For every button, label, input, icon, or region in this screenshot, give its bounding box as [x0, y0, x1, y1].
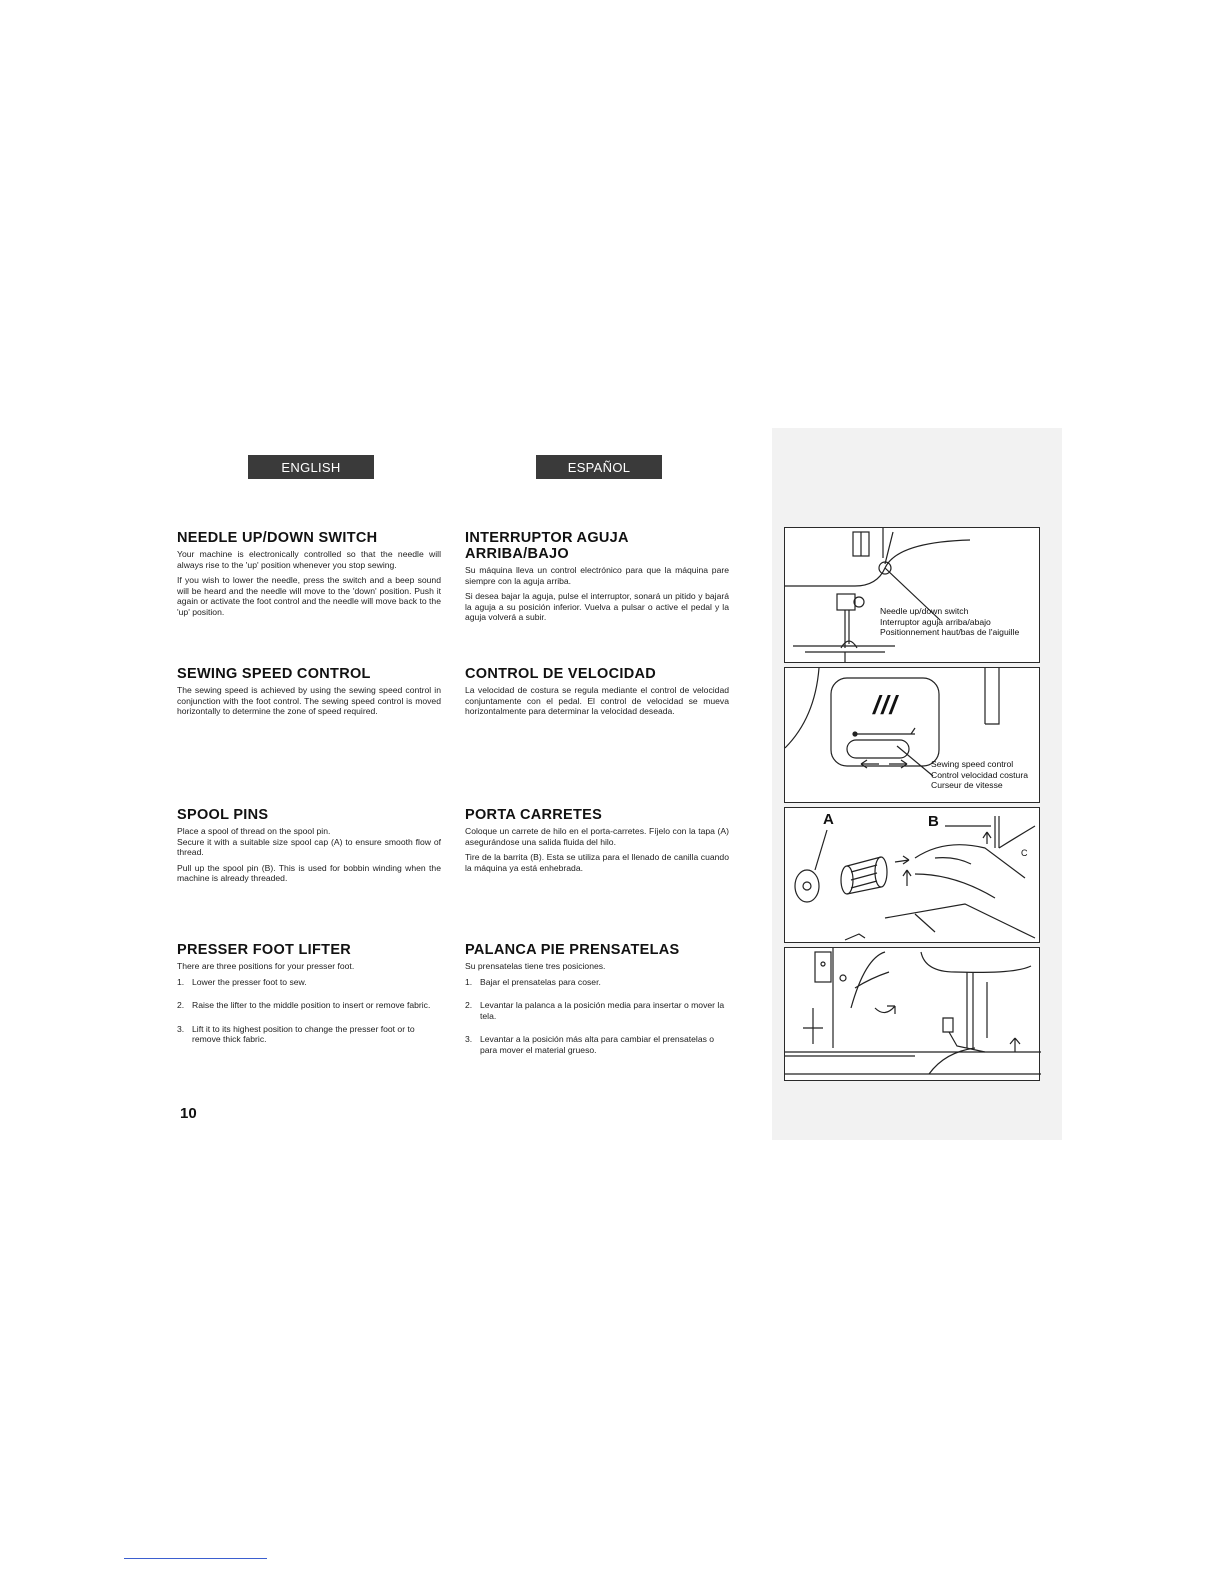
section-title: CONTROL DE VELOCIDAD: [465, 666, 657, 682]
section-presser-foot-en: [177, 942, 441, 1058]
section-presser-foot-es: [465, 942, 729, 1069]
section-needle-switch-es: [465, 530, 729, 628]
spool-label-a: A: [823, 811, 834, 828]
section-speed-control-en: [177, 666, 441, 722]
section-spool-pins-en: [177, 807, 441, 889]
tab-espanol[interactable]: ESPAÑOL: [536, 455, 662, 479]
list-item: 2. Raise the lifter to the middle position to insert or remove fabric.: [177, 1000, 431, 1011]
paragraph: There are three positions for your presser foot.: [177, 961, 355, 971]
paragraph: Si desea bajar la aguja, pulse el interruptor, sonará un pitido y bajará la aguja a su posición inferior. Vuelva a pulsar o active el pedal y la aguja volverá a subir.: [465, 591, 729, 623]
steps-list: [177, 977, 441, 1045]
section-needle-switch-en: [177, 530, 441, 623]
paragraph: Your machine is electronically controlled so that the needle will always rise to the 'up' position whenever you stop sewing.: [177, 549, 441, 570]
figure-spool-pins: [784, 807, 1040, 943]
section-title: INTERRUPTOR AGUJA ARRIBA/BAJO: [465, 530, 629, 562]
paragraph: If you wish to lower the needle, press the switch and a beep sound will be heard and the needle will move to the 'down' position. Push it again or activate the foot control and the needle will move back to the 'up' position.: [177, 575, 441, 617]
tab-english[interactable]: ENGLISH: [248, 455, 374, 479]
steps-list: [465, 977, 729, 1056]
list-item: 1. Lower the presser foot to sew.: [177, 976, 307, 987]
spool-label-c: C: [1021, 848, 1028, 858]
figure-speed-control: [784, 667, 1040, 803]
section-spool-pins-es: [465, 807, 729, 878]
paragraph: La velocidad de costura se regula mediante el control de velocidad conjuntamente con el pedal. El control de velocidad se mueva horizontalmente para determinar la velocidad deseada.: [465, 685, 729, 717]
paragraph: Su máquina lleva un control electrónico para que la máquina pare siempre con la aguja arriba.: [465, 565, 729, 586]
section-title: PALANCA PIE PRENSATELAS: [465, 942, 680, 958]
paragraph: Secure it with a suitable size spool cap (A) to ensure smooth flow of thread.: [177, 836, 441, 858]
spool-pins-illustration: [785, 808, 1041, 944]
paragraph: Coloque un carrete de hilo en el porta-carretes. Fíjelo con la tapa (A) asegurándose una salida fluida del hilo.: [465, 826, 729, 847]
paragraph: Place a spool of thread on the spool pin.: [177, 826, 331, 836]
section-title: NEEDLE UP/DOWN SWITCH: [177, 530, 378, 546]
spool-label-b: B: [928, 813, 939, 830]
section-title: SPOOL PINS: [177, 807, 269, 823]
speed-control-caption: Sewing speed control Control velocidad costura Curseur de vitesse: [931, 759, 1028, 791]
list-item: 3. Levantar a la posición más alta para cambiar el prensatelas o para mover el material grueso.: [465, 1034, 715, 1055]
section-title: SEWING SPEED CONTROL: [177, 666, 371, 682]
paragraph: Tire de la barrita (B). Esta se utiliza para el llenado de canilla cuando la máquina ya está enhebrada.: [465, 852, 729, 873]
list-item: 3. Lift it to its highest position to change the presser foot or to remove thick fabric.: [177, 1023, 415, 1045]
list-item: 1. Bajar el prensatelas para coser.: [465, 976, 601, 987]
paragraph: Su prensatelas tiene tres posiciones.: [465, 961, 606, 971]
speed-marks: ///: [873, 690, 898, 720]
needle-switch-caption: Needle up/down switch Interruptor aguja arriba/abajo Positionnement haut/bas de l'aiguille: [880, 606, 1020, 638]
presser-foot-illustration: [785, 948, 1041, 1082]
paragraph: The sewing speed is achieved by using the sewing speed control in conjunction with the foot control. The sewing speed control is moved horizontally to determine the zone of speed required.: [177, 685, 441, 717]
bottom-link-underline[interactable]: [124, 1558, 267, 1559]
needle-switch-illustration: [785, 528, 1041, 664]
paragraph: Pull up the spool pin (B). This is used for bobbin winding when the machine is already threaded.: [177, 862, 441, 884]
section-title: PRESSER FOOT LIFTER: [177, 942, 352, 958]
figure-presser-foot: [784, 947, 1040, 1081]
section-speed-control-es: [465, 666, 729, 722]
list-item: 2. Levantar la palanca a la posición media para insertar o mover la tela.: [465, 1000, 725, 1021]
section-title: PORTA CARRETES: [465, 807, 603, 823]
page-number: 10: [180, 1105, 197, 1122]
figure-needle-switch: [784, 527, 1040, 663]
